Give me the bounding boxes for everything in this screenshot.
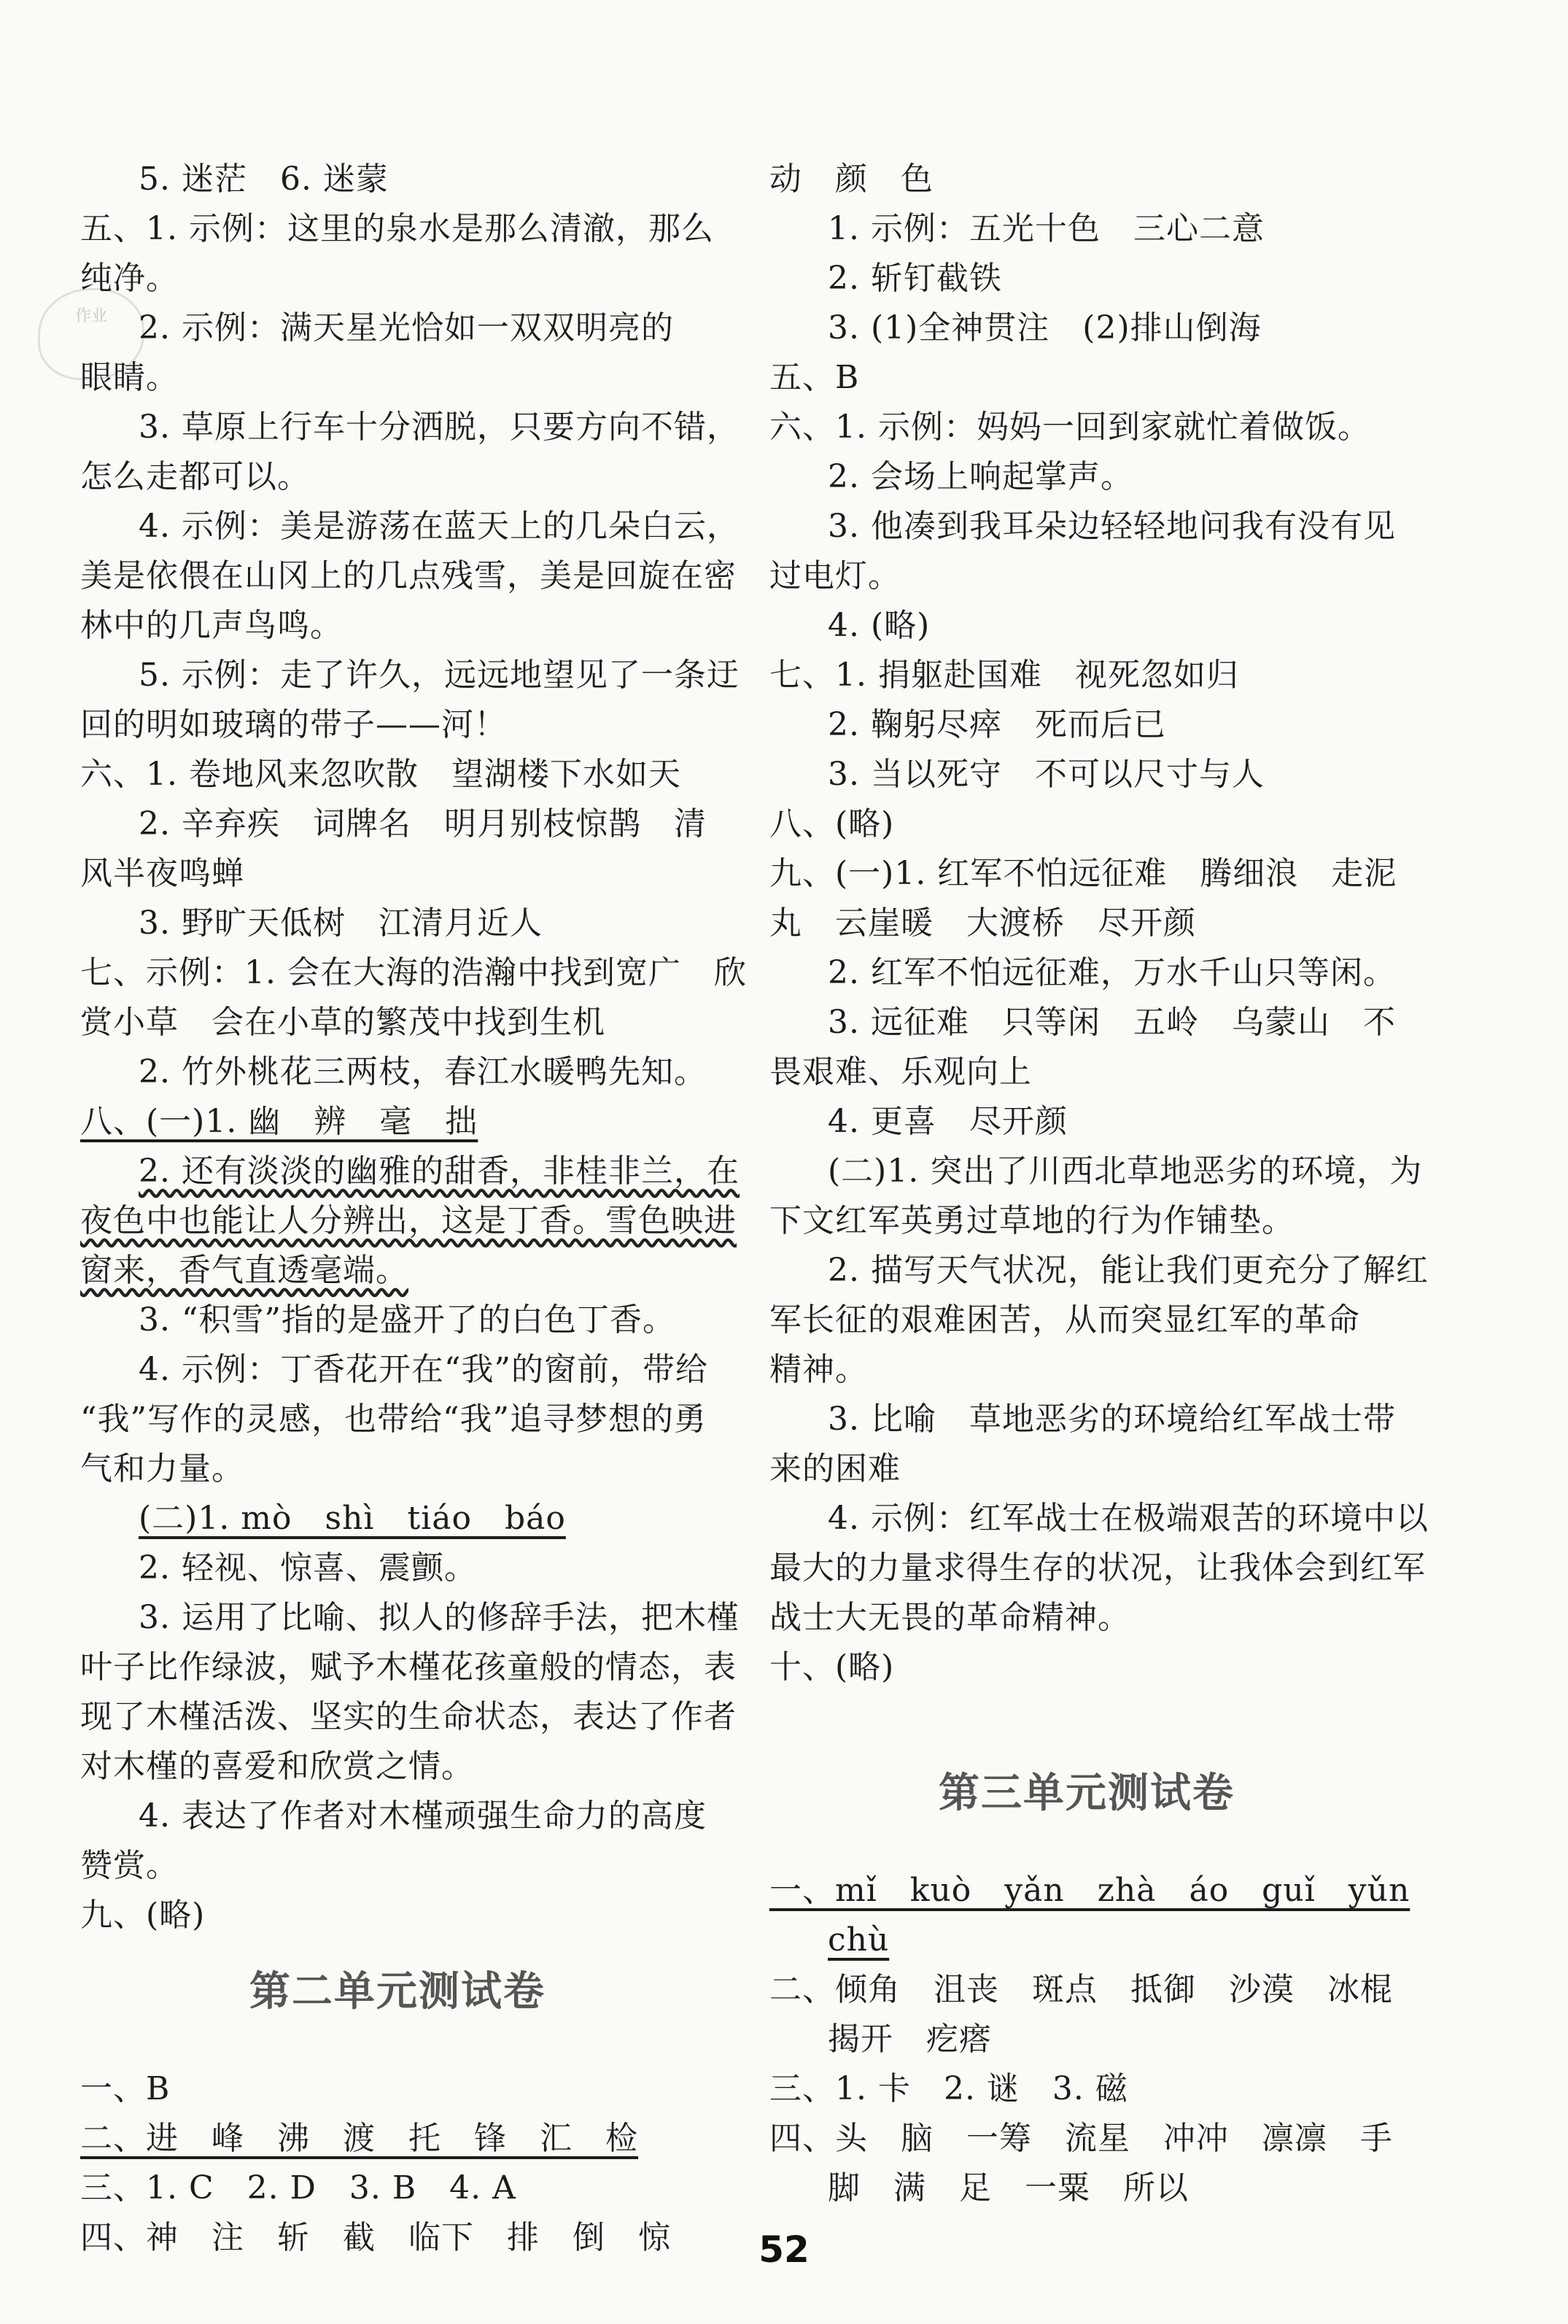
answer-line: 3. 草原上行车十分洒脱，只要方向不错， [139, 408, 740, 446]
answer-line: 六、1. 示例：妈妈一回到家就忙着做饭。 [769, 408, 1370, 446]
answer-line: 4. 更喜 尽开颜 [828, 1103, 1068, 1140]
answer-line: 四、神 注 斩 截 临下 排 倒 惊 [80, 2219, 671, 2256]
answer-line: 三、1. 卡 2. 谜 3. 磁 [769, 2070, 1128, 2107]
spacer [769, 1692, 1404, 1742]
answer-line: 回的明如玻璃的带子——河！ [80, 706, 507, 743]
answer-line-underlined: 2. 还有淡淡的幽雅的甜香，非桂非兰，在 [139, 1153, 740, 1190]
left-column [80, 155, 747, 2263]
answer-line: 3. 远征难 只等闲 五岭 乌蒙山 不 [828, 1004, 1396, 1041]
answer-line: 1. 示例：五光十色 三心二意 [828, 210, 1265, 247]
answer-line: 现了木槿活泼、坚实的生命状态，表达了作者 [80, 1698, 737, 1735]
answer-line: 揭开 疙瘩 [828, 2021, 992, 2058]
answer-line: 过电灯。 [769, 557, 901, 594]
answer-line: 4. (略) [828, 607, 931, 644]
answer-line: 八、(略) [769, 805, 895, 843]
right-column [769, 155, 1429, 2213]
answer-line: 畏艰难、乐观向上 [769, 1053, 1032, 1091]
answer-line: 2. 红军不怕远征难，万水千山只等闲。 [828, 954, 1396, 991]
answer-line: chù [828, 1921, 890, 1959]
answer-line: 3. 野旷天低树 江清月近人 [139, 905, 543, 942]
answer-line: 4. 示例：丁香花开在“我”的窗前，带给 [139, 1351, 708, 1388]
answer-line: 林中的几声鸟鸣。 [80, 607, 343, 644]
answer-line: (二)1. 突出了川西北草地恶劣的环境，为 [828, 1153, 1423, 1190]
answer-line: 2. 轻视、惊喜、震颤。 [139, 1549, 477, 1587]
page-number: 52 [758, 2228, 810, 2271]
answer-line: 七、1. 捐躯赴国难 视死忽如归 [769, 656, 1239, 694]
answer-line: 3. “积雪”指的是盛开了的白色丁香。 [139, 1301, 675, 1339]
answer-line: 气和力量。 [80, 1450, 244, 1487]
answer-line: 3. (1)全神贯注 (2)排山倒海 [828, 309, 1262, 346]
answer-line: 3. 比喻 草地恶劣的环境给红军战士带 [828, 1401, 1396, 1438]
answer-line: 六、1. 卷地风来忽吹散 望湖楼下水如天 [80, 756, 681, 793]
answer-line: 对木槿的喜爱和欣赏之情。 [80, 1748, 474, 1785]
answer-line: 3. 他凑到我耳朵边轻轻地问我有没有见 [828, 508, 1396, 545]
answer-line: 七、示例：1. 会在大海的浩瀚中找到宽广 欣 [80, 954, 747, 991]
answer-line: 二、倾角 沮丧 斑点 抵御 沙漠 冰棍 [769, 1971, 1393, 2008]
answer-line-underlined: 夜色中也能让人分辨出，这是丁香。雪色映进 [80, 1202, 737, 1239]
answer-line: 美是依偎在山冈上的几点残雪，美是回旋在密 [80, 557, 737, 594]
answer-line: (二)1. mò shì tiáo báo [139, 1500, 566, 1537]
answer-line: 最大的力量求得生存的状况，让我体会到红军 [769, 1549, 1426, 1587]
answer-line: 眼睛。 [80, 359, 179, 396]
answer-line: 4. 表达了作者对木槿顽强生命力的高度 [139, 1797, 707, 1835]
answer-line: 风半夜鸣蝉 [80, 855, 244, 892]
answer-line: 2. 示例：满天星光恰如一双双明亮的 [139, 309, 674, 346]
answer-line: 一、B [80, 2070, 171, 2107]
answer-line: “我”写作的灵感，也带给“我”追寻梦想的勇 [80, 1401, 707, 1438]
answer-line: 五、1. 示例：这里的泉水是那么清澈，那么 [80, 210, 714, 247]
answer-line: 3. 运用了比喻、拟人的修辞手法，把木槿 [139, 1599, 740, 1636]
answer-line: 5. 迷茫 6. 迷蒙 [139, 160, 389, 198]
answer-line: 5. 示例：走了许久，远远地望见了一条迂 [139, 656, 740, 694]
answer-line: 四、头 脑 一筹 流星 冲冲 凛凛 手 [769, 2120, 1393, 2157]
answer-line: 脚 满 足 一粟 所以 [828, 2169, 1189, 2207]
answer-line: 战士大无畏的革命精神。 [769, 1599, 1130, 1636]
answer-line: 2. 会场上响起掌声。 [828, 458, 1133, 495]
answer-line: 2. 描写天气状况，能让我们更充分了解红 [828, 1252, 1429, 1289]
watermark-stamp: 作业 [38, 288, 144, 380]
answer-line: 来的困难 [769, 1450, 901, 1487]
section-heading-unit-3: 第三单元测试卷 [939, 1769, 1235, 1817]
answer-line: 2. 辛弃疾 词牌名 明月别枝惊鹊 清 [139, 805, 707, 843]
answer-line: 叶子比作绿波，赋予木槿花孩童般的情态，表 [80, 1649, 737, 1686]
answer-line: 军长征的艰难困苦，从而突显红军的革命 [769, 1301, 1360, 1339]
answer-line: 纯净。 [80, 260, 179, 297]
answer-line: 2. 鞠躬尽瘁 死而后已 [828, 706, 1166, 743]
answer-line: 赞赏。 [80, 1847, 179, 1884]
answer-line: 4. 示例：红军战士在极端艰苦的环境中以 [828, 1500, 1429, 1537]
answer-line: 3. 当以死守 不可以尺寸与人 [828, 756, 1265, 793]
answer-line: 十、(略) [769, 1649, 895, 1686]
answer-line: 动 颜 色 [769, 160, 934, 198]
answer-line: 二、进 峰 沸 渡 托 锋 汇 检 [80, 2120, 638, 2157]
answer-line: 怎么走都可以。 [80, 458, 310, 495]
answer-line: 八、(一)1. 幽 辨 毫 拙 [80, 1103, 478, 1140]
answer-line: 九、(一)1. 红军不怕远征难 腾细浪 走泥 [769, 855, 1397, 892]
answer-line: 2. 斩钉截铁 [828, 260, 1002, 297]
section-heading-unit-2: 第二单元测试卷 [249, 1967, 546, 2015]
answer-line: 赏小草 会在小草的繁茂中找到生机 [80, 1004, 605, 1041]
answer-line: 一、mǐ kuò yǎn zhà áo guǐ yǔn [769, 1872, 1410, 1909]
answer-line: 五、B [769, 359, 860, 396]
answer-line: 精神。 [769, 1351, 868, 1388]
answer-line: 2. 竹外桃花三两枝，春江水暖鸭先知。 [139, 1053, 707, 1091]
answer-line: 下文红军英勇过草地的行为作铺垫。 [769, 1202, 1295, 1239]
answer-line: 三、1. C 2. D 3. B 4. A [80, 2169, 516, 2207]
answer-line: 丸 云崖暖 大渡桥 尽开颜 [769, 905, 1196, 942]
answer-line-underlined: 窗来，香气直透毫端。 [80, 1252, 408, 1289]
answer-line: 4. 示例：美是游荡在蓝天上的几朵白云， [139, 508, 740, 545]
answer-line: 九、(略) [80, 1897, 206, 1934]
